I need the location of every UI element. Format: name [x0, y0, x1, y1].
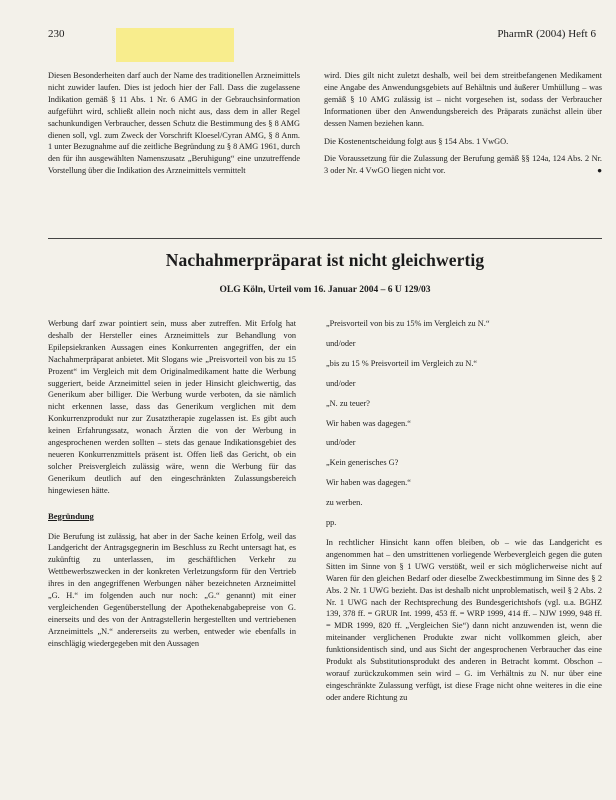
quote-connector: und/oder: [326, 338, 356, 348]
top-right-column: [324, 70, 602, 183]
section-divider: [48, 238, 602, 239]
quote-line: „N. zu teuer?: [326, 398, 370, 408]
page-number: 230: [48, 28, 65, 40]
article-title: Nachahmerpräparat ist nicht gleichwertig: [165, 250, 485, 270]
quote-connector: und/oder: [326, 378, 356, 388]
article-right-body: In rechtlicher Hinsicht kann offen bleiben, ob – wie das Landgericht es angenommen hat – den umstrittenen vorliegende Werbevergleich gegen die guten Sitten im Sinne von § 1 UWG verstößt, weil er sich möglicherweise nicht auf Waren für den gleichen Bedarf oder dieselbe Zweckbestimmung im Sinne des § 2 Abs. 2 Nr. 1 UWG bezieht. Das ist deshalb nicht unproblematisch, weil § 2 Abs. 2 Nr. 1 UWG nach der Rechtsprechung des Bundesgerichtshofs (vgl. u.a. BGHZ 139, 378 ff. = GRUR Int. 1999, 453 ff. = WRP 1999, 414 ff. – NJW 1999, 948 ff. = MDR 1999, 820 ff. „Vergleichen Sie“) dann nicht anzuwenden ist, wenn die miteinander verglichenen Produkte zwar nicht vollkommen gleich, aber funktionsidentisch sind, und aus Sicht der angesprochenen Verbraucher das eine Produkt als Substitutionsprodukt des anderen in Betracht kommt. Obschon – worauf zurückzukommen sein wird – G. im Verhältnis zu N. nur über eine eingeschränkte Zulassung verfügt, ist diese Frage nicht ohne weiteres in die eine oder andere Richtung zu: [326, 537, 602, 702]
section-heading: Begründung: [48, 510, 94, 521]
top-right-paragraph-3: [324, 153, 602, 177]
quote-line: Wir haben was dagegen.“: [326, 478, 411, 488]
journal-reference: PharmR (2004) Heft 6: [497, 28, 596, 40]
article-subtitle: OLG Köln, Urteil vom 16. Januar 2004 – 6 U 129/03: [219, 285, 431, 295]
top-right-paragraph-3-text: Die Voraussetzung für die Zulassung der Berufung gemäß §§ 124a, 124 Abs. 2 Nr. 3 oder Nr. 4 VwGO liegen nicht vor.: [324, 154, 602, 176]
quote-line: Wir haben was dagegen.“: [326, 418, 411, 428]
quote-connector: und/oder: [326, 438, 356, 448]
quote-list: [326, 318, 602, 529]
quote-line: „Kein generisches G?: [326, 458, 399, 468]
end-mark: ●: [596, 166, 602, 176]
top-left-column: [48, 70, 300, 183]
top-right-paragraph-1: wird. Dies gilt nicht zuletzt deshalb, weil bei dem streitbefangenen Medikament eine Angabe des Anwendungsgebiets auf Behältnis und äußerer Umhüllung – was gemäß § 10 AMG zulässig ist – nicht vorgesehen ist, sodass der Verbraucher Informationen über den Anwendungsbereich des Präparats zunächst allein über dessen Namen beziehen kann.: [324, 71, 602, 128]
quote-line: „Preisvorteil von bis zu 15% im Vergleich zu N.“: [326, 319, 490, 328]
article-left-body: Die Berufung ist zulässig, hat aber in der Sache keinen Erfolg, weil das Landgericht der Antragsgegnerin im Beschluss zu Recht untersagt hat, es zukünftig zu unterlassen, im geschäftlichen Verkehr zu Wettbewerbszwecken in der konkreten Verletzungsform für den Vertrieb ihres in den angegriffenen Werbungen näher bezeichneten Arzneimittel „G. H.“ im folgenden auch nur noch: „G.“ genannt) mit einer vergleichenden Gegenüberstellung der Apothekenabgabepreise von G. einerseits und des von der Antragstellerin hergestellten und vertriebenen Arzneimittels „N.“ andererseits zu werben, entweder wie ebenfalls in einschlägig wiedergegeben mit den Aussagen: [48, 531, 296, 648]
article-intro: Werbung darf zwar pointiert sein, muss aber zutreffen. Mit Erfolg hat deshalb der Hersteller eines Arzneimittels zur Behandlung von Epilepsiekranken Aussagen eines Konkurrenten angegriffen, der ein Nachahmerpräparat anbietet. Mit Slogans wie „Preisvorteil von bis zu 15 Prozent“ im Vergleich mit dem Originalmedikament hatte die Werbung suggeriert, beide Arzneimittel seien in jeder Hinsicht gleichwertig, das Generikum aber billiger. Die Werbung wurde verboten, da sie nämlich nicht erkennen lasse, dass das Generikum verglichen mit dem Konkurrenzprodukt nur zur Zusatztherapie zugelassen ist. Es gibt auch keinen Erfahrungssatz, wonach Ärzten die von der Werbung in angesprochenen werden sollten – stets das genaue Indikationsgebiet des neueren Konkurrenzmittels präsent ist. Offen ließ das Gericht, ob ein solcher Preisvergleich zulässig wäre, wenn die Werbung für das Generikum deutlich auf den eingeschränkten Zulassungsbereich hingewiesen hätte.: [48, 319, 296, 495]
quote-pp: pp.: [326, 518, 337, 528]
quote-line: „bis zu 15 % Preisvorteil im Vergleich zu N.“: [326, 358, 478, 368]
quote-closing: zu werben.: [326, 498, 363, 508]
top-right-paragraph-2: Die Kostenentscheidung folgt aus § 154 Abs. 1 VwGO.: [324, 136, 509, 146]
article-left-column: [48, 318, 296, 656]
article-right-column: [326, 318, 602, 710]
page-header: [48, 28, 596, 44]
top-left-paragraph: Diesen Besonderheiten darf auch der Name des traditionellen Arzneimittels nicht zuwider laufen. Dies ist jedoch hier der Fall. Dass die zugelassene Indikation gemäß § 11 Abs. 1 Nr. 6 AMG in der Gebrauchsinformation aufgeführt wird, schließt allein noch nicht aus, dass dem in aller Regel sachunkundigen Verbraucher, dessen Schutz die Bestimmung des § 8 AMG dienen soll, vgl. zum Zweck der Vorschrift Kloesel/Cyran AMG, § 8 Anm. 1 unter Bezugnahme auf die zeitliche Begründung zu § 8 AMG 1961, durch den für ihn ausgewählten Namenszusatz „Beruhigung“ eine unzutreffende Vorstellung über die Indikation des Arzneimittels vermittelt: [48, 71, 300, 176]
